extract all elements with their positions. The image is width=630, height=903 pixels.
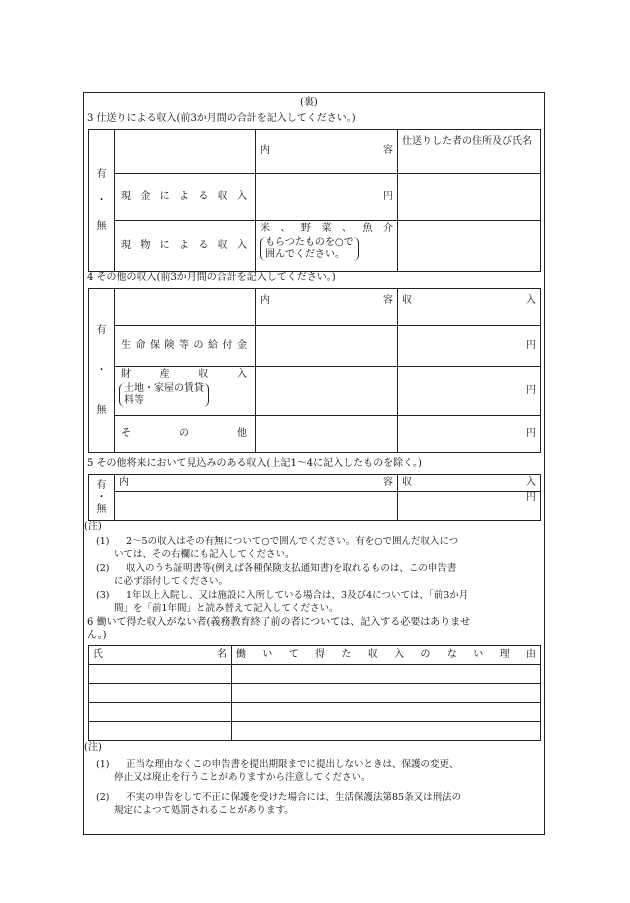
sec6-reason-cell[interactable] — [232, 684, 541, 703]
sec4-property-yen: 円 — [398, 367, 541, 416]
sec3-goods-content — [256, 221, 398, 272]
sec6-reason-cell[interactable] — [232, 703, 541, 722]
sec6-col-reason: 働 い て 得 た 収 入 の な い 理 由 — [232, 646, 541, 665]
sec4-col-content: 内 容 — [256, 289, 398, 326]
sec3-goods-sender[interactable] — [398, 221, 541, 272]
sec4-row-other: そ の 他 — [115, 416, 256, 453]
sec6-col-name: 氏 名 — [89, 646, 232, 665]
sec4-other-content[interactable] — [256, 416, 398, 453]
sec6-reason-cell[interactable] — [232, 665, 541, 684]
sec3-title: 3 仕送りによる収入(前3か月間の合計を記入してください。) — [87, 113, 356, 124]
sec3-table — [88, 129, 541, 272]
sec6-name-cell[interactable] — [89, 703, 232, 722]
sec4-insurance-content[interactable] — [256, 326, 398, 367]
sec3-row-cash: 現 金 に よ る 収 入 — [115, 174, 256, 221]
sec3-blank-header — [115, 130, 256, 174]
sec3-col-content: 内 容 — [256, 130, 398, 174]
sec6-name-cell[interactable] — [89, 665, 232, 684]
notes2-item: (1) 正当な理由なくこの申告書を提出期限までに提出しないときは、保護の変更、 停止又は廃止を行うことがありますから注意してください。 — [96, 759, 459, 783]
sec4-insurance-yen: 円 — [398, 326, 541, 367]
sec4-other-yen: 円 — [398, 416, 541, 453]
notes1-item: (2) 収入のうち証明書等(例えば各種保険支払通知書)を取れるものは、この申告書 に必ず添付してください。 — [96, 563, 457, 587]
sec6-name-cell[interactable] — [89, 722, 232, 741]
notes2-item: (2) 不実の申告をして不正に保護を受けた場合には、生活保護法第85条又は刑法の 規定によつて処罰されることがあります。 — [96, 792, 462, 816]
notes1-item: (3) 1年以上入院し、又は施設に入所している場合は、3及び4については、「前3か月 間」を「前1年間」と読み替えて記入してください。 — [96, 590, 469, 614]
sec4-property-content[interactable] — [256, 367, 398, 416]
sec3-row-goods: 現 物 に よ る 収 入 — [115, 221, 256, 272]
sec5-umu: 有 ・ 無 — [89, 475, 115, 521]
sec3-goods-note: もらつたものを○で 囲んでください。 — [260, 237, 359, 261]
sec6-name-cell[interactable] — [89, 684, 232, 703]
sec4-row-insurance: 生 命 保 険 等 の 給 付 金 — [115, 326, 256, 367]
sec4-table — [88, 288, 541, 453]
sec4-umu: 有 ・ 無 — [89, 289, 115, 453]
page-label: (裏) — [300, 97, 318, 108]
sec4-property-note: 土地・家屋の賃貸 料等 — [119, 383, 209, 407]
notes1-label: (注) — [84, 521, 102, 532]
notes2-label: (注) — [84, 742, 102, 753]
sec6-table — [88, 645, 541, 741]
sec3-cash-yen: 円 — [256, 174, 398, 221]
sec4-blank-header — [115, 289, 256, 326]
sec3-umu: 有 ・ 無 — [89, 130, 115, 272]
sec6-reason-cell[interactable] — [232, 722, 541, 741]
sec5-income[interactable]: 収 入 円 — [398, 475, 541, 521]
sec5-content[interactable]: 内 容 — [115, 475, 398, 521]
sec4-title: 4 その他の収入(前3か月間の合計を記入してください。) — [87, 272, 336, 283]
sec3-col-sender: 仕送りした者の住所及び氏名 — [398, 130, 541, 174]
sec3-goods-items: 米 、 野 菜 、 魚 介 — [260, 223, 393, 234]
sec6-title-2: ん。) — [87, 630, 107, 641]
sec6-title-1: 6 働いて得た収入がない者(義務教育終了前の者については、記入する必要はありませ — [87, 617, 471, 628]
sec3-cash-sender[interactable] — [398, 174, 541, 221]
sec4-row-property: 財 産 収 入 土地・家屋の賃貸 料等 — [115, 367, 256, 416]
sec5-yen: 円 — [526, 491, 536, 503]
sec5-table — [88, 474, 541, 521]
sec4-col-income: 収 入 — [398, 289, 541, 326]
sec5-title: 5 その他将来において見込みのある収入(上記1〜4に記入したものを除く。) — [87, 458, 422, 469]
notes1-item: (1) 2〜5の収入はその有無について○で囲んでください。有を○で囲んだ収入につ いては、その右欄にも記入してください。 — [96, 536, 459, 560]
